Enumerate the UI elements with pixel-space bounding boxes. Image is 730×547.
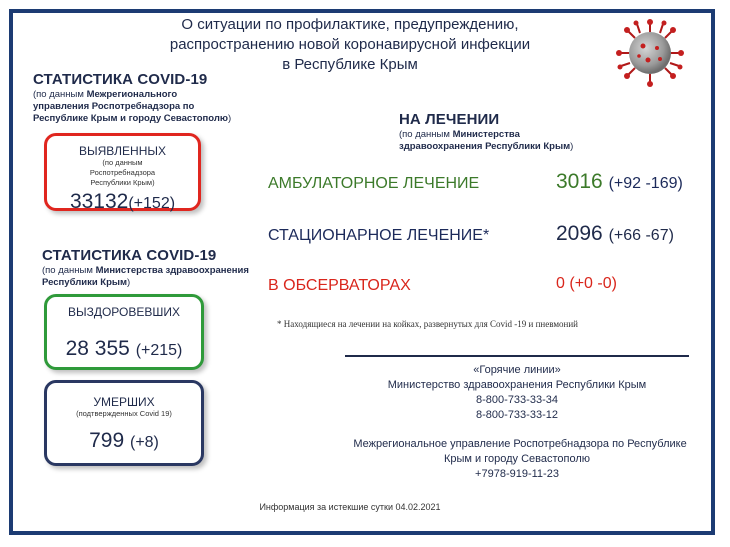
title-line-3: в Республике Крым [282, 56, 418, 73]
hotlines-ministry: Министерство здравоохранения Республики Крым [387, 379, 647, 391]
treatment-note: (по данным Министерства здравоохранения Республики Крым) [399, 129, 574, 152]
detected-value: 33132(+152) [69, 190, 176, 213]
page-title [120, 15, 580, 75]
died-sub: (подтвержденных Covid 19) [76, 409, 172, 418]
ambulatory-value: 3016 (+92 -169) [556, 170, 683, 193]
stats2-note: (по данным Министерства здравоохранения Республики Крым) [42, 265, 249, 288]
stats1-note: (по данным Межрегионального управления Роспотребнадзора по Республике Крым и городу Севастополю) [33, 89, 232, 124]
divider [345, 355, 689, 357]
died-box [44, 380, 204, 466]
hotlines-phone-1: 8-800-733-33-34 [476, 394, 558, 406]
detected-label: ВЫЯВЛЕННЫХ [79, 144, 166, 158]
inpatient-value: 2096 (+66 -67) [556, 222, 674, 245]
info-date: Информация за истекшие сутки 04.02.2021 [259, 502, 441, 512]
title-line-2: распространению новой коронавирусной инфекции [169, 36, 531, 53]
ambulatory-label: АМБУЛАТОРНОЕ ЛЕЧЕНИЕ [268, 175, 480, 192]
detected-sub: (по данным Роспотребнадзора Республики Крым) [89, 158, 156, 187]
recovered-value: 28 355 (+215) [65, 337, 183, 360]
recovered-box [44, 294, 204, 370]
hotlines-title: «Горячие линии» [473, 364, 561, 376]
hotlines-rpn-line-2: Крым и городу Севастополю [443, 453, 591, 465]
title-line-1: О ситуации по профилактике, предупреждению, [181, 16, 519, 33]
treatment-heading: НА ЛЕЧЕНИИ [399, 111, 500, 128]
hotlines-phone-2: 8-800-733-33-12 [476, 409, 558, 421]
died-label: УМЕРШИХ [93, 395, 155, 409]
observatory-label: В ОБСЕРВАТОРАХ [268, 277, 411, 294]
hotlines-rpn-line-1: Межрегиональное управление Роспотребнадзора по Республике [353, 438, 687, 450]
died-value: 799 (+8) [89, 429, 159, 452]
hotlines-phone-3: +7978-919-11-23 [475, 468, 559, 480]
footnote: * Находящиеся на лечении на койках, развернутых для Covid -19 и пневмоний [277, 319, 578, 329]
inpatient-label: СТАЦИОНАРНОЕ ЛЕЧЕНИЕ* [268, 227, 490, 244]
detected-box [44, 133, 201, 211]
coronavirus-icon [615, 18, 685, 88]
recovered-label: ВЫЗДОРОВЕВШИХ [67, 305, 181, 319]
observatory-value: 0 (+0 -0) [556, 275, 617, 292]
stats2-heading: СТАТИСТИКА COVID-19 [42, 247, 217, 264]
stats1-heading: СТАТИСТИКА COVID-19 [33, 71, 208, 88]
